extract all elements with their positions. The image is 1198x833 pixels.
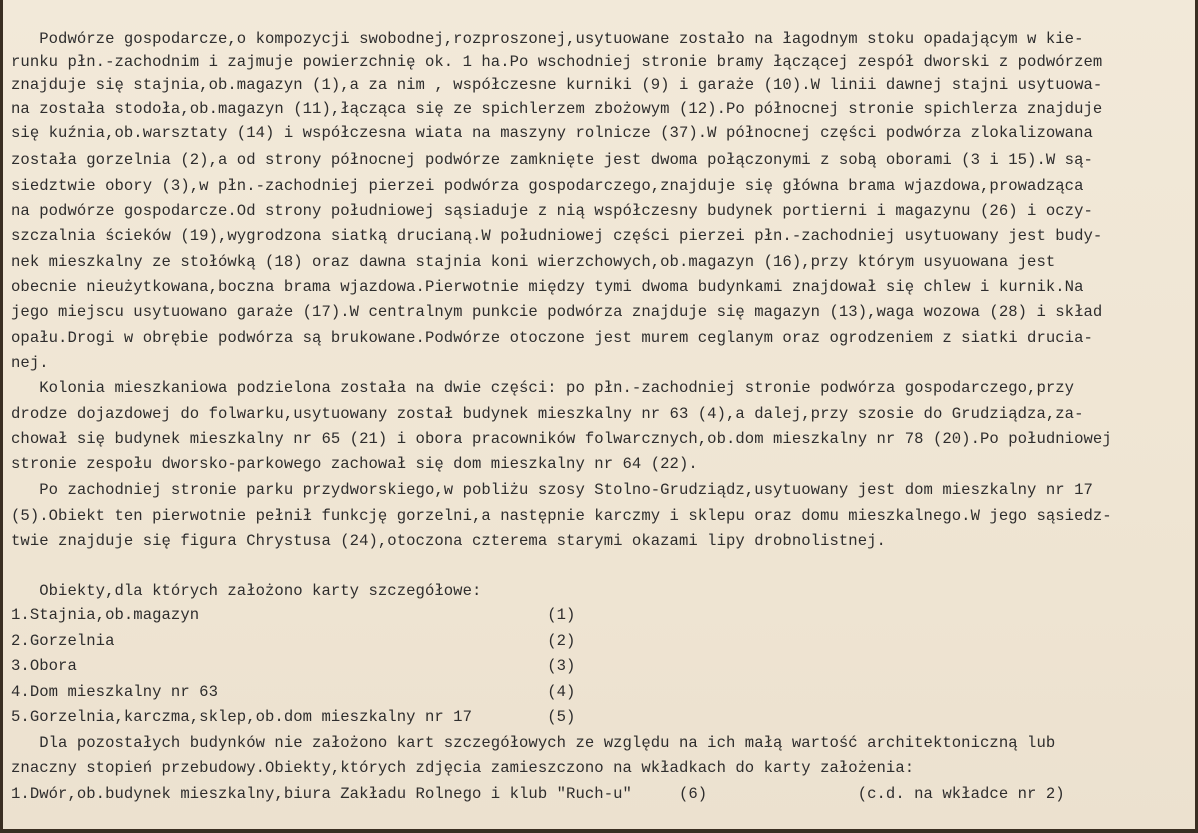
- text-line: nek mieszkalny ze stołówką (18) oraz dawna stajnia koni wierzchowych,ob.magazyn (16),przy którym usyuowana jest: [11, 253, 1056, 271]
- text-line: została gorzelnia (2),a od strony północnej podwórze zamknięte jest dwoma połączonymi z sobą oborami (3 i 15).W są-: [11, 151, 1093, 169]
- text-line: Obiekty,dla których założono karty szczegółowe:: [11, 582, 482, 600]
- text-line: 2.Gorzelnia (2): [11, 632, 576, 650]
- text-line: siedztwie obory (3),w płn.-zachodniej pierzei podwórza gospodarczego,znajduje się główna brama wjazdowa,prowadząca: [11, 177, 1084, 195]
- text-line: stronie zespołu dworsko-parkowego zachował się dom mieszkalny nr 64 (22).: [11, 455, 698, 473]
- text-line: Podwórze gospodarcze,o kompozycji swobodnej,rozproszonej,usytuowane zostało na łagodnym stoku opadającym w kie-: [11, 30, 1084, 48]
- text-line: drodze dojazdowej do folwarku,usytuowany został budynek mieszkalny nr 63 (4),a dalej,przy szosie do Grudziądza,za-: [11, 405, 1084, 423]
- text-line: Po zachodniej stronie parku przydworskiego,w pobliżu szosy Stolno-Grudziądz,usytuowany jest dom mieszkalny nr 17: [11, 481, 1093, 499]
- text-line: (5).Obiekt ten pierwotnie pełnił funkcję gorzelni,a następnie karczmy i sklepu oraz domu mieszkalnego.W jego sąsiedz-: [11, 507, 1112, 525]
- text-line: chował się budynek mieszkalny nr 65 (21) i obora pracowników folwarcznych,ob.dom mieszkalny nr 78 (20).Po południowej: [11, 430, 1112, 448]
- text-line: Kolonia mieszkaniowa podzielona została na dwie części: po płn.-zachodniej stronie podwórza gospodarczego,przy: [11, 379, 1075, 397]
- text-line: nej.: [11, 354, 49, 372]
- text-line: znaczny stopień przebudowy.Obiekty,których zdjęcia zamieszczono na wkładkach do karty założenia:: [11, 759, 915, 777]
- text-line: 3.Obora (3): [11, 657, 576, 675]
- text-line: na została stodoła,ob.magazyn (11),łącząca się ze spichlerzem zbożowym (12).Po północnej stronie spichlerza znajduje: [11, 100, 1103, 118]
- text-line: obecnie nieużytkowana,boczna brama wjazdowa.Pierwotnie między tymi dwoma budynkami znajdował się chlew i kurnik.Na: [11, 278, 1084, 296]
- text-line: znajduje się stajnia,ob.magazyn (1),a za nim , współczesne kurniki (9) i garaże (10).W linii dawnej stajni usytuowa-: [11, 76, 1103, 94]
- text-line: się kuźnia,ob.warsztaty (14) i współczesna wiata na maszyny rolnicze (37).W północnej części podwórza zlokalizowana: [11, 124, 1093, 142]
- text-line: runku płn.-zachodnim i zajmuje powierzchnię ok. 1 ha.Po wschodniej stronie bramy łączącej zespół dworski z podwórzem: [11, 53, 1103, 71]
- text-line: 1.Dwór,ob.budynek mieszkalny,biura Zakładu Rolnego i klub "Ruch-u" (6) (c.d. na wkładce nr 2): [11, 785, 1065, 803]
- text-line: szczalnia ścieków (19),wygrodzona siatką drucianą.W południowej części pierzei płn.-zachodniej usytuowany jest budy-: [11, 227, 1103, 245]
- text-line: 1.Stajnia,ob.magazyn (1): [11, 606, 576, 624]
- text-line: 5.Gorzelnia,karczma,sklep,ob.dom mieszkalny nr 17 (5): [11, 708, 576, 726]
- text-line: na podwórze gospodarcze.Od strony południowej sąsiaduje z nią współczesny budynek portierni i magazynu (26) i oczy-: [11, 202, 1093, 220]
- text-line: Dla pozostałych budynków nie założono kart szczegółowych ze względu na ich małą wartość architektoniczną lub: [11, 734, 1056, 752]
- text-line: jego miejscu usytuowano garaże (17).W centralnym punkcie podwórza znajduje się magazyn (13),waga wozowa (28) i skład: [11, 303, 1103, 321]
- text-line: 4.Dom mieszkalny nr 63 (4): [11, 683, 576, 701]
- text-line: twie znajduje się figura Chrystusa (24),otoczona czterema starymi okazami lipy drobnolistnej.: [11, 532, 886, 550]
- text-line: opału.Drogi w obrębie podwórza są brukowane.Podwórze otoczone jest murem ceglanym oraz ogrodzeniem z siatki druciа-: [11, 329, 1093, 347]
